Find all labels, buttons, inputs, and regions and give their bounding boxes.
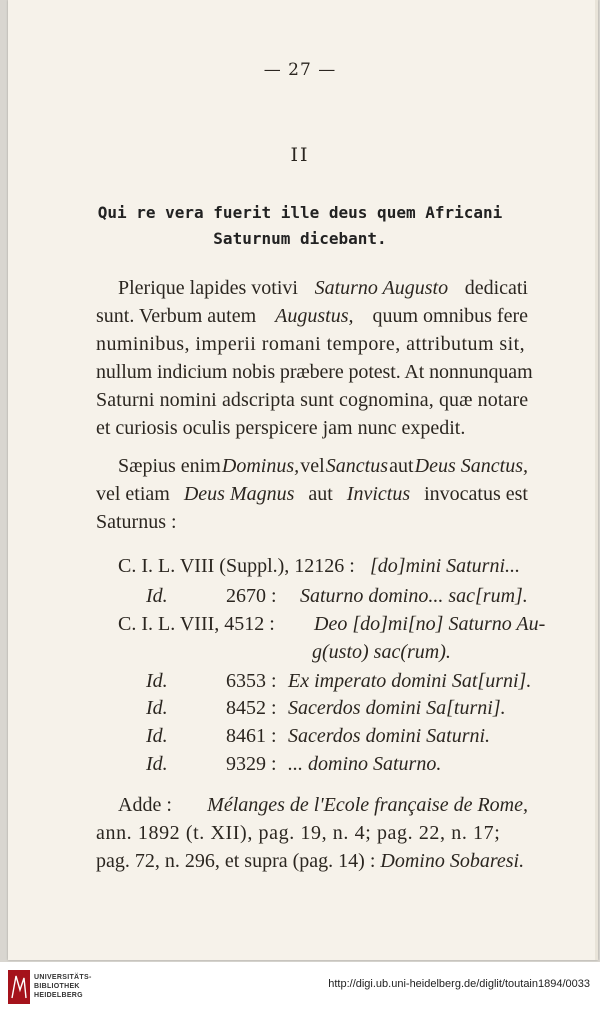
p1-line-1 <box>118 274 528 302</box>
citation-italic: Id. <box>146 753 168 775</box>
citation-italic: Id. <box>146 697 168 719</box>
citation-5-ref <box>146 697 168 720</box>
p1-text: quum omnibus fere <box>372 305 528 327</box>
citation-italic: Id. <box>146 670 168 692</box>
citation-7-ref <box>146 753 168 776</box>
p1-line-2 <box>96 302 528 330</box>
p2-italic: Invictus <box>346 483 411 505</box>
citation-6-num: 8461 : <box>226 725 277 747</box>
citation-4-ref <box>146 670 168 693</box>
citation-2-num: 2670 : <box>226 585 277 607</box>
citation-italic: Saturno domino... sac[rum]. <box>300 585 528 607</box>
citation-italic: g(usto) sac(rum). <box>312 641 451 663</box>
adde-italic: Domino Sobaresi. <box>380 850 525 872</box>
adde-line-3 <box>96 847 524 875</box>
p1-italic: Saturno Augusto <box>314 277 449 299</box>
p1-line-4: nullum indicium nobis præbere potest. At nonnunquam <box>96 361 533 383</box>
adde-italic: Mélanges de l'Ecole française de Rome, <box>207 794 528 816</box>
citation-italic: Id. <box>146 725 168 747</box>
citation-italic: [do]mini Saturni... <box>370 555 521 577</box>
p2-text: invocatus est <box>424 483 528 505</box>
adde-text: pag. 72, n. 296, et supra (pag. 14) : <box>96 850 376 872</box>
logo-line-1: UNIVERSITÄTS- <box>34 974 92 981</box>
adde-text: Adde : <box>118 794 172 816</box>
logo-line-2: BIBLIOTHEK <box>34 983 80 990</box>
citation-7-text <box>288 753 441 776</box>
citation-6-ref <box>146 725 168 748</box>
p2-italic: Dominus, <box>221 455 300 477</box>
chapter-number: II <box>290 144 310 166</box>
p1-italic: Augustus, <box>275 305 354 327</box>
p1-text: dedicati <box>464 277 528 299</box>
p2-text: vel etiam <box>96 483 170 505</box>
p1-text: sunt. Verbum autem <box>96 305 257 327</box>
citation-1-ref: C. I. L. VIII (Suppl.), 12126 : <box>118 555 355 577</box>
library-logo-icon <box>8 970 30 1004</box>
source-url-link[interactable]: http://digi.ub.uni-heidelberg.de/diglit/toutain1894/0033 <box>328 978 590 990</box>
p2-italic: Sanctus <box>325 455 389 477</box>
footer-bar <box>0 962 600 1012</box>
page-number: — 27 — <box>263 60 337 80</box>
citation-3-cont <box>312 641 451 664</box>
citation-italic: Id. <box>146 585 168 607</box>
adde-line-2: ann. 1892 (t. XII), pag. 19, n. 4; pag. 22, n. 17; <box>96 822 501 844</box>
p2-text: vel <box>300 455 325 477</box>
citation-italic: Sacerdos domini Saturni. <box>288 725 491 747</box>
p1-line-3: numinibus, imperii romani tempore, attributum sit, <box>96 333 526 355</box>
citation-3-ref: C. I. L. VIII, 4512 : <box>118 613 275 635</box>
p1-line-6: et curiosis oculis perspicere jam nunc expedit. <box>96 417 466 439</box>
p2-italic: Deus Magnus <box>183 483 295 505</box>
p2-text: aut <box>389 455 414 477</box>
p1-text: Plerique lapides votivi <box>118 277 298 299</box>
citation-italic: Ex imperato domini Sat[urni]. <box>288 670 532 692</box>
citation-7-num: 9329 : <box>226 753 277 775</box>
adde-line-1 <box>118 791 528 819</box>
citation-6-text <box>288 725 490 748</box>
citation-italic: Deo [do]mi[no] Saturno Au- <box>314 613 546 635</box>
citation-2-text <box>300 585 528 608</box>
p2-line-3: Saturnus : <box>96 511 177 533</box>
p2-italic: Deus Sanctus, <box>414 455 528 477</box>
p2-line-2 <box>96 480 528 508</box>
heading-line-1: Qui re vera fuerit ille deus quem Africani <box>97 203 503 222</box>
p1-line-5: Saturni nomini adscripta sunt cognomina, quæ notare <box>96 389 529 411</box>
p2-line-1 <box>118 452 528 480</box>
citation-1-text <box>370 555 520 578</box>
citation-4-num: 6353 : <box>226 670 277 692</box>
p2-text: aut <box>308 483 333 505</box>
citation-4-text <box>288 670 531 693</box>
citation-italic: Sacerdos domini Sa[turni]. <box>288 697 506 719</box>
logo-line-3: HEIDELBERG <box>34 992 83 999</box>
citation-italic: ... domino Saturno. <box>288 753 442 775</box>
citation-2-ref <box>146 585 168 608</box>
heading-line-2: Saturnum dicebant. <box>213 229 387 248</box>
citation-3-text <box>314 613 545 636</box>
citation-5-text <box>288 697 506 720</box>
p2-text: Sæpius enim <box>118 455 221 477</box>
citation-5-num: 8452 : <box>226 697 277 719</box>
